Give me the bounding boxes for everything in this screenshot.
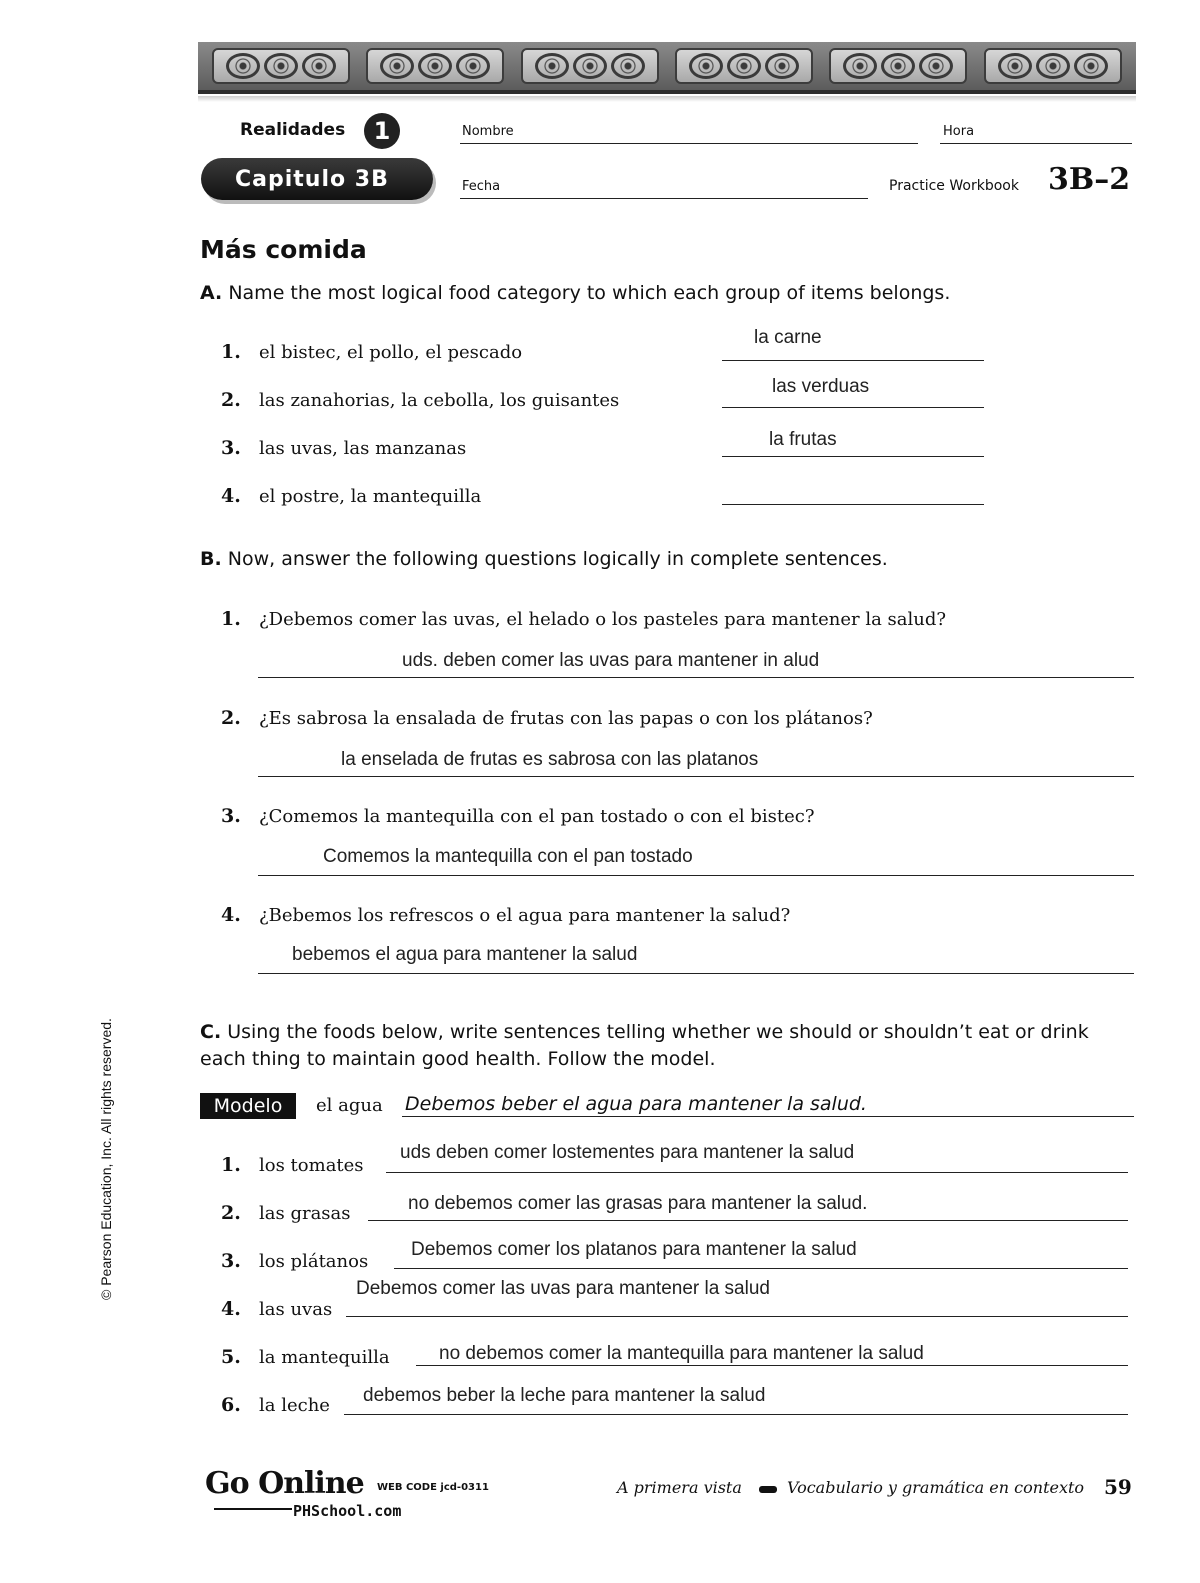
modelo-item: el agua [316,1095,383,1116]
c-item-answer[interactable]: Debemos comer las uvas para mantener la salud [356,1278,770,1299]
c-answer-line [394,1268,1128,1269]
section-c-text: Using the foods below, write sentences telling whether we should or shouldn’t eat or drink each thing to maintain good health. Follow the model. [200,1021,1089,1070]
section-a-letter: A. [200,282,223,304]
c-item-text: la leche [259,1395,330,1416]
nombre-label: Nombre [462,124,514,139]
band-shadow [198,96,1136,102]
practice-workbook-label: Practice Workbook [889,178,1019,194]
c-item-answer[interactable]: uds deben comer lostementes para mantener la salud [400,1142,855,1163]
b-item-number: 2. [221,707,241,729]
modelo-answer: Debemos beber el agua para mantener la salud. [405,1093,867,1115]
series-title: Realidades [240,120,346,140]
a-item-text: las uvas, las manzanas [259,438,467,459]
c-item-text: los plátanos [259,1251,369,1272]
b-item-number: 4. [221,904,241,926]
c-item-text: las uvas [259,1299,333,1320]
section-b-instruction [200,548,888,570]
b-answer-line [258,875,1134,876]
decorative-swirl-tile [212,48,350,84]
c-item-number: 1. [221,1154,241,1176]
a-item-number: 2. [221,389,241,411]
section-b-letter: B. [200,548,222,570]
footer-section-right: Vocabulario y gramática en contexto [787,1478,1085,1497]
page-number: 59 [1104,1475,1132,1499]
modelo-answer-line [402,1116,1134,1117]
a-answer-line [722,456,984,457]
copyright-notice: © Pearson Education, Inc. All rights reserved. [98,1018,114,1300]
section-b-text: Now, answer the following questions logically in complete sentences. [227,548,888,570]
c-item-answer[interactable]: no debemos comer la mantequilla para mantener la salud [439,1343,924,1364]
c-answer-line [386,1172,1128,1173]
c-item-text: los tomates [259,1155,364,1176]
fecha-field[interactable] [460,198,868,199]
b-item-number: 3. [221,805,241,827]
decorative-swirl-tile [521,48,659,84]
series-number-badge: 1 [364,113,400,149]
hora-label: Hora [943,124,975,139]
b-item-answer[interactable]: bebemos el agua para mantener la salud [292,944,638,965]
fecha-label: Fecha [462,179,501,194]
b-item-question: ¿Bebemos los refrescos o el agua para mantener la salud? [259,905,791,926]
c-item-number: 4. [221,1298,241,1320]
b-answer-line [258,973,1134,974]
logo-underline [214,1508,292,1510]
phschool-link[interactable]: PHSchool.com [293,1502,402,1520]
c-item-answer[interactable]: no debemos comer las grasas para mantener la salud. [408,1193,868,1214]
b-item-answer[interactable]: Comemos la mantequilla con el pan tostado [323,846,693,867]
a-item-answer[interactable]: la frutas [769,429,837,450]
decorative-swirl-tile [675,48,813,84]
web-code: WEB CODE jcd-0311 [377,1482,489,1493]
a-item-number: 3. [221,437,241,459]
a-item-number: 1. [221,341,241,363]
practice-workbook-code: 3B–2 [1048,162,1131,197]
c-item-answer[interactable]: debemos beber la leche para mantener la salud [363,1385,766,1406]
b-item-number: 1. [221,608,241,630]
chapter-badge: Capitulo 3B [201,158,433,200]
b-item-question: ¿Debemos comer las uvas, el helado o los pasteles para mantener la salud? [259,609,947,630]
decorative-swirl-tile [366,48,504,84]
footer-separator [759,1486,777,1493]
c-item-answer[interactable]: Debemos comer los platanos para mantener la salud [411,1239,857,1260]
footer-section-left: A primera vista [617,1478,742,1497]
a-item-number: 4. [221,485,241,507]
c-item-number: 2. [221,1202,241,1224]
nombre-field[interactable] [460,143,918,144]
c-answer-line [344,1414,1128,1415]
section-c-instruction [200,1019,1136,1073]
a-item-answer[interactable]: las verduas [772,376,870,397]
b-item-answer[interactable]: uds. deben comer las uvas para mantener in alud [402,650,820,671]
b-answer-line [258,677,1134,678]
modelo-badge: Modelo [200,1093,296,1119]
hora-field[interactable] [940,143,1132,144]
decorative-swirl-tile [829,48,967,84]
go-online-logo[interactable]: Go Online [205,1466,364,1501]
a-answer-line [722,360,984,361]
page-title: Más comida [200,235,367,264]
section-a-instruction [200,282,950,304]
section-a-text: Name the most logical food category to which each group of items belongs. [228,282,951,304]
c-item-number: 3. [221,1250,241,1272]
a-answer-line [722,504,984,505]
b-item-question: ¿Comemos la mantequilla con el pan tostado o con el bistec? [259,806,815,827]
c-answer-line [368,1220,1128,1221]
c-item-number: 5. [221,1346,241,1368]
b-item-answer[interactable]: la enselada de frutas es sabrosa con las platanos [341,749,759,770]
a-item-text: el bistec, el pollo, el pescado [259,342,523,363]
c-item-number: 6. [221,1394,241,1416]
decorative-header-band [198,42,1136,94]
decorative-swirl-tile [984,48,1122,84]
a-item-answer[interactable]: la carne [754,327,822,348]
c-answer-line [416,1365,1128,1366]
section-c-letter: C. [200,1021,222,1043]
c-item-text: la mantequilla [259,1347,390,1368]
b-item-question: ¿Es sabrosa la ensalada de frutas con las papas o con los plátanos? [259,708,873,729]
c-item-text: las grasas [259,1203,351,1224]
a-item-text: el postre, la mantequilla [259,486,482,507]
c-answer-line [346,1316,1128,1317]
a-item-text: las zanahorias, la cebolla, los guisantes [259,390,620,411]
a-answer-line [722,407,984,408]
b-answer-line [258,776,1134,777]
